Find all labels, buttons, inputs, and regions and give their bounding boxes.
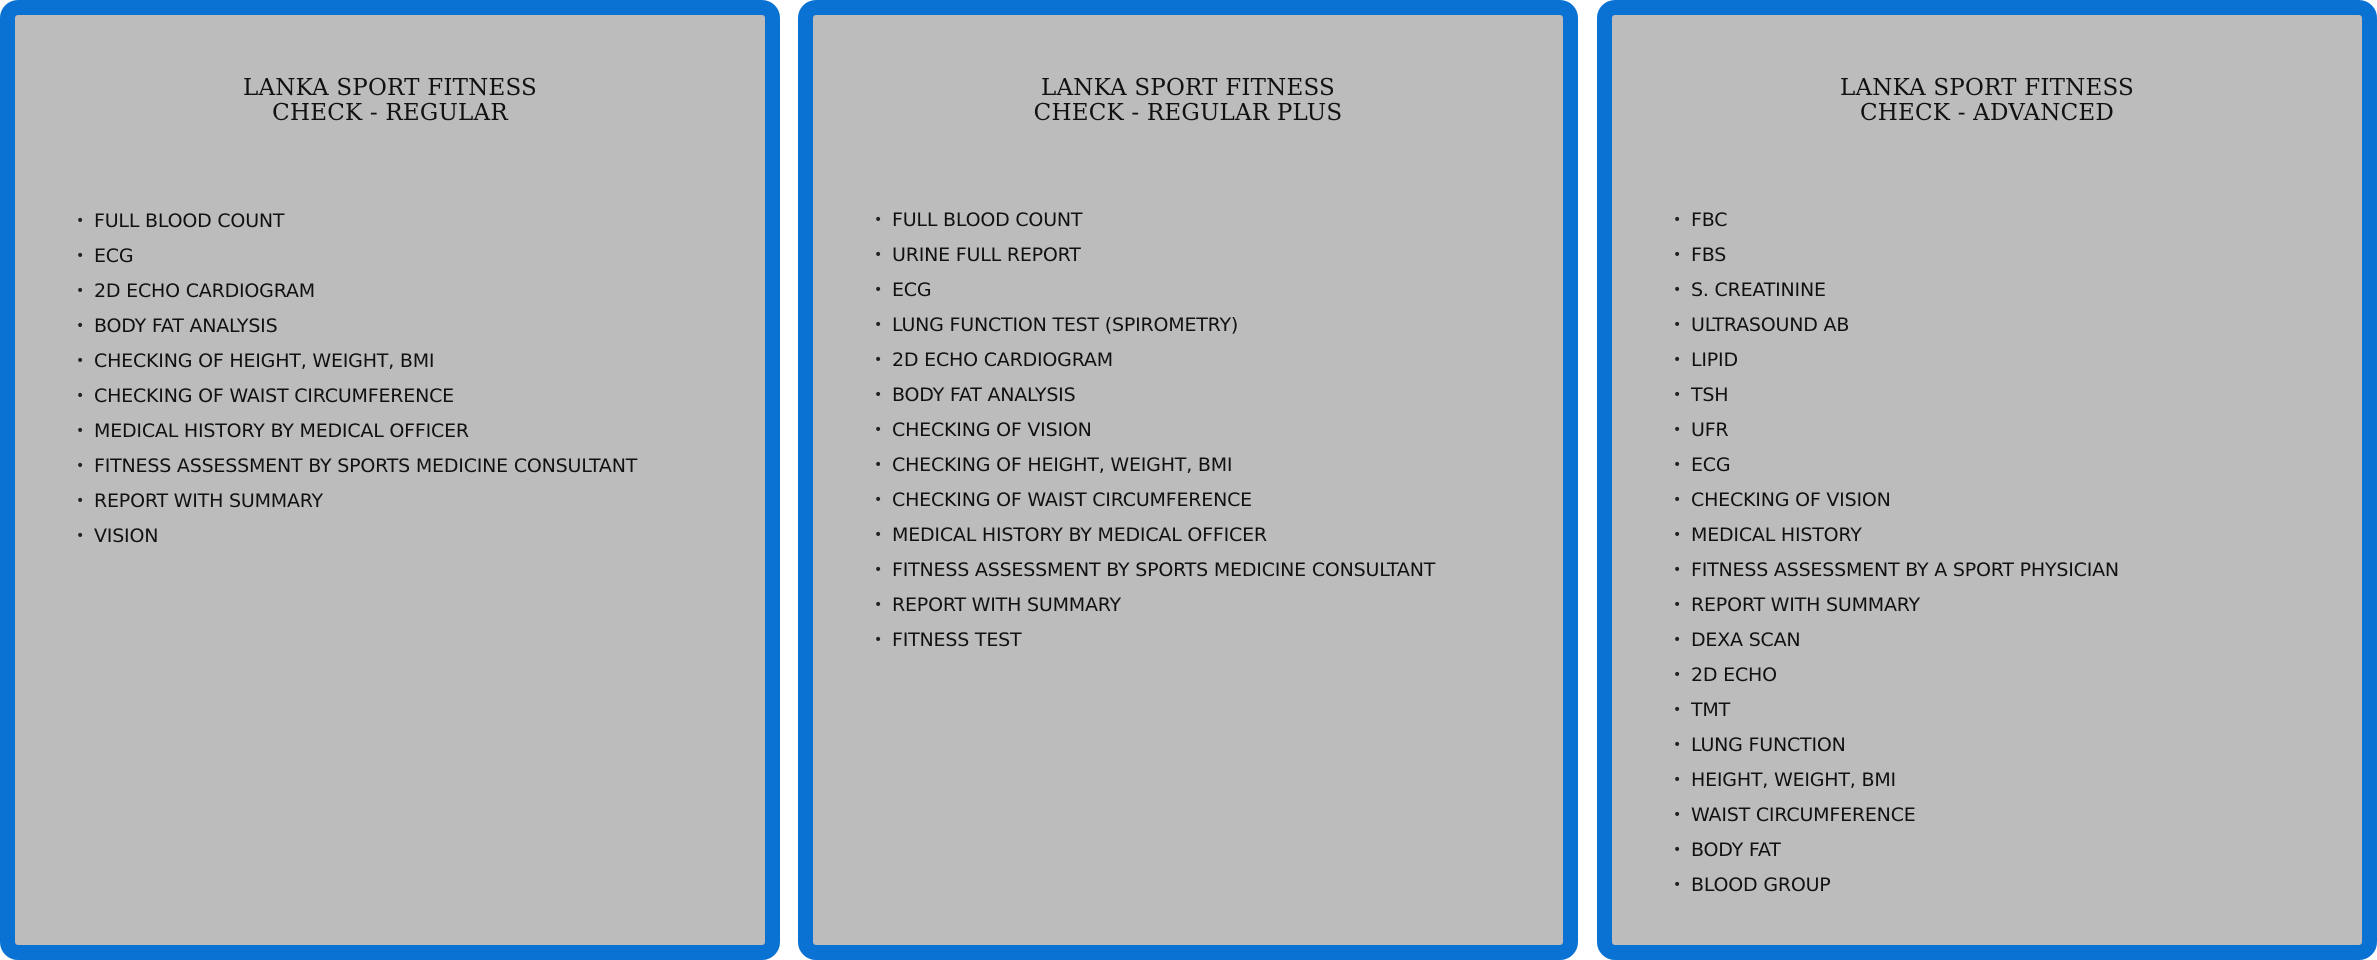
list-item-label: CHECKING OF HEIGHT, WEIGHT, BMI	[94, 350, 435, 372]
bullet-dot-icon: •	[1673, 247, 1682, 263]
bullet-dot-icon: •	[76, 248, 85, 264]
list-item-label: TSH	[1691, 384, 1729, 406]
bullet-dot-icon: •	[1673, 562, 1682, 578]
list-item	[1673, 588, 2119, 623]
list-item-label: MEDICAL HISTORY BY MEDICAL OFFICER	[892, 524, 1267, 546]
list-item	[1673, 518, 2119, 553]
bullet-dot-icon: •	[874, 387, 883, 403]
list-item	[874, 448, 1435, 483]
list-item-label: S. CREATININE	[1691, 279, 1826, 301]
list-item	[76, 239, 637, 274]
list-item	[874, 413, 1435, 448]
list-item-label: LUNG FUNCTION	[1691, 734, 1846, 756]
list-item-label: MEDICAL HISTORY	[1691, 524, 1862, 546]
list-item	[1673, 308, 2119, 343]
list-item	[76, 414, 637, 449]
list-item	[874, 308, 1435, 343]
test-list	[76, 204, 637, 554]
bullet-dot-icon: •	[1673, 842, 1682, 858]
list-item-label: FBS	[1691, 244, 1727, 266]
list-item	[874, 553, 1435, 588]
list-item	[1673, 763, 2119, 798]
list-item-label: FITNESS ASSESSMENT BY A SPORT PHYSICIAN	[1691, 559, 2119, 581]
bullet-dot-icon: •	[1673, 737, 1682, 753]
list-item	[1673, 343, 2119, 378]
bullet-dot-icon: •	[874, 597, 883, 613]
bullet-dot-icon: •	[1673, 877, 1682, 893]
bullet-dot-icon: •	[874, 352, 883, 368]
list-item	[874, 203, 1435, 238]
list-item	[76, 344, 637, 379]
bullet-dot-icon: •	[1673, 317, 1682, 333]
list-item-label: VISION	[94, 525, 159, 547]
test-list	[874, 203, 1435, 658]
list-item-label: 2D ECHO	[1691, 664, 1777, 686]
bullet-dot-icon: •	[874, 457, 883, 473]
list-item-label: CHECKING OF VISION	[1691, 489, 1891, 511]
bullet-dot-icon: •	[874, 632, 883, 648]
list-item-label: 2D ECHO CARDIOGRAM	[94, 280, 315, 302]
list-item-label: FULL BLOOD COUNT	[892, 209, 1083, 231]
list-item-label: ECG	[94, 245, 134, 267]
bullet-dot-icon: •	[874, 422, 883, 438]
bullet-dot-icon: •	[1673, 702, 1682, 718]
list-item	[1673, 273, 2119, 308]
list-item	[1673, 483, 2119, 518]
list-item-label: UFR	[1691, 419, 1729, 441]
card-title	[15, 76, 765, 126]
list-item	[1673, 553, 2119, 588]
list-item	[1673, 448, 2119, 483]
list-item-label: REPORT WITH SUMMARY	[94, 490, 323, 512]
package-card-regular	[0, 0, 780, 960]
bullet-dot-icon: •	[874, 527, 883, 543]
bullet-dot-icon: •	[1673, 597, 1682, 613]
list-item-label: CHECKING OF VISION	[892, 419, 1092, 441]
list-item-label: FITNESS ASSESSMENT BY SPORTS MEDICINE CONSULTANT	[94, 455, 638, 477]
bullet-dot-icon: •	[1673, 282, 1682, 298]
bullet-dot-icon: •	[76, 213, 85, 229]
list-item	[76, 519, 637, 554]
list-item-label: BODY FAT ANALYSIS	[892, 384, 1076, 406]
list-item	[1673, 833, 2119, 868]
list-item	[874, 378, 1435, 413]
bullet-dot-icon: •	[76, 528, 85, 544]
list-item	[874, 273, 1435, 308]
list-item	[76, 449, 637, 484]
card-title-line-1: LANKA SPORT FITNESS	[1040, 75, 1336, 101]
list-item-label: WAIST CIRCUMFERENCE	[1691, 804, 1916, 826]
card-title-line-1: LANKA SPORT FITNESS	[1839, 75, 2135, 101]
card-title	[813, 76, 1563, 126]
list-item	[874, 518, 1435, 553]
list-item-label: FITNESS ASSESSMENT BY SPORTS MEDICINE CONSULTANT	[892, 559, 1436, 581]
list-item	[874, 238, 1435, 273]
list-item-label: DEXA SCAN	[1691, 629, 1801, 651]
list-item	[76, 379, 637, 414]
bullet-dot-icon: •	[76, 283, 85, 299]
bullet-dot-icon: •	[1673, 422, 1682, 438]
test-list	[1673, 203, 2119, 903]
bullet-dot-icon: •	[76, 388, 85, 404]
bullet-dot-icon: •	[1673, 492, 1682, 508]
list-item	[1673, 413, 2119, 448]
list-item	[1673, 658, 2119, 693]
list-item	[1673, 378, 2119, 413]
list-item	[874, 343, 1435, 378]
list-item-label: TMT	[1691, 699, 1731, 721]
list-item-label: BODY FAT	[1691, 839, 1781, 861]
list-item-label: 2D ECHO CARDIOGRAM	[892, 349, 1113, 371]
list-item-label: BODY FAT ANALYSIS	[94, 315, 278, 337]
bullet-dot-icon: •	[1673, 667, 1682, 683]
list-item	[1673, 728, 2119, 763]
bullet-dot-icon: •	[76, 423, 85, 439]
bullet-dot-icon: •	[1673, 457, 1682, 473]
bullet-dot-icon: •	[1673, 527, 1682, 543]
list-item	[76, 484, 637, 519]
card-title-line-2: CHECK - REGULAR	[272, 100, 508, 126]
list-item-label: CHECKING OF HEIGHT, WEIGHT, BMI	[892, 454, 1233, 476]
package-card-regular-plus	[798, 0, 1578, 960]
card-title	[1612, 76, 2362, 126]
list-item-label: CHECKING OF WAIST CIRCUMFERENCE	[94, 385, 454, 407]
list-item-label: FULL BLOOD COUNT	[94, 210, 285, 232]
card-title-line-2: CHECK - ADVANCED	[1859, 100, 2115, 126]
list-item	[1673, 238, 2119, 273]
bullet-dot-icon: •	[874, 212, 883, 228]
list-item	[1673, 623, 2119, 658]
list-item	[1673, 203, 2119, 238]
list-item	[874, 483, 1435, 518]
bullet-dot-icon: •	[76, 493, 85, 509]
list-item	[76, 309, 637, 344]
list-item	[1673, 798, 2119, 833]
card-title-line-2: CHECK - REGULAR PLUS	[1033, 100, 1343, 126]
package-card-advanced	[1597, 0, 2377, 960]
list-item-label: URINE FULL REPORT	[892, 244, 1081, 266]
bullet-dot-icon: •	[1673, 352, 1682, 368]
list-item-label: REPORT WITH SUMMARY	[1691, 594, 1920, 616]
bullet-dot-icon: •	[874, 282, 883, 298]
list-item-label: CHECKING OF WAIST CIRCUMFERENCE	[892, 489, 1252, 511]
list-item-label: REPORT WITH SUMMARY	[892, 594, 1121, 616]
bullet-dot-icon: •	[76, 318, 85, 334]
list-item-label: BLOOD GROUP	[1691, 874, 1831, 896]
list-item-label: FITNESS TEST	[892, 629, 1022, 651]
bullet-dot-icon: •	[874, 562, 883, 578]
bullet-dot-icon: •	[76, 458, 85, 474]
list-item	[76, 274, 637, 309]
bullet-dot-icon: •	[874, 247, 883, 263]
bullet-dot-icon: •	[1673, 807, 1682, 823]
list-item	[874, 623, 1435, 658]
list-item-label: HEIGHT, WEIGHT, BMI	[1691, 769, 1896, 791]
list-item	[874, 588, 1435, 623]
list-item-label: LUNG FUNCTION TEST (SPIROMETRY)	[892, 314, 1239, 336]
list-item-label: ECG	[1691, 454, 1731, 476]
list-item-label: FBC	[1691, 209, 1728, 231]
bullet-dot-icon: •	[1673, 632, 1682, 648]
bullet-dot-icon: •	[874, 492, 883, 508]
list-item	[1673, 693, 2119, 728]
list-item-label: LIPID	[1691, 349, 1738, 371]
list-item-label: ULTRASOUND AB	[1691, 314, 1850, 336]
bullet-dot-icon: •	[76, 353, 85, 369]
list-item	[76, 204, 637, 239]
list-item-label: MEDICAL HISTORY BY MEDICAL OFFICER	[94, 420, 469, 442]
bullet-dot-icon: •	[1673, 772, 1682, 788]
list-item-label: ECG	[892, 279, 932, 301]
list-item	[1673, 868, 2119, 903]
bullet-dot-icon: •	[1673, 387, 1682, 403]
bullet-dot-icon: •	[1673, 212, 1682, 228]
card-title-line-1: LANKA SPORT FITNESS	[242, 75, 538, 101]
bullet-dot-icon: •	[874, 317, 883, 333]
